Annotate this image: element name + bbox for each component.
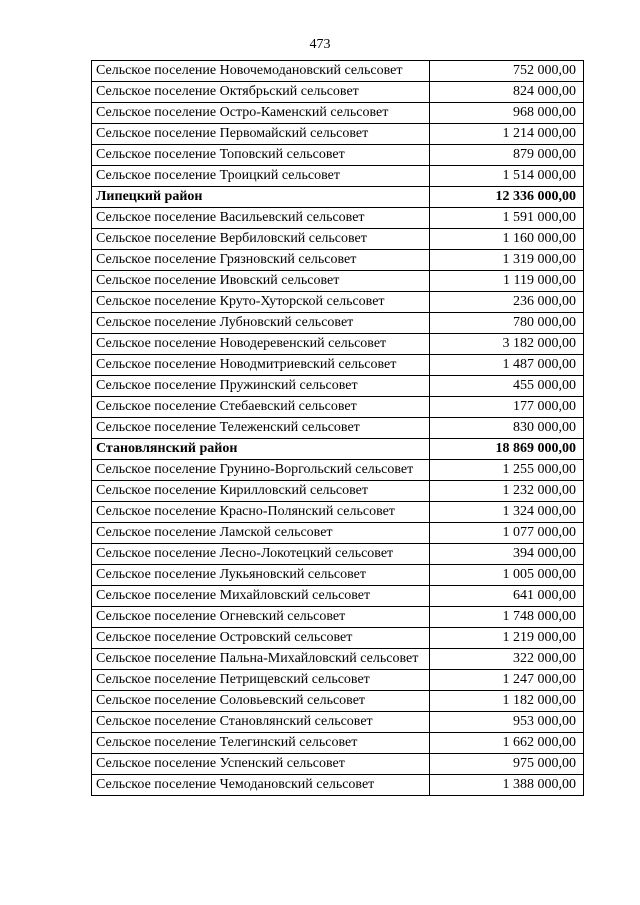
district-total-amount: 18 869 000,00 (430, 439, 584, 460)
amount-cell: 879 000,00 (430, 145, 584, 166)
amount-cell: 1 388 000,00 (430, 775, 584, 796)
amount-cell: 968 000,00 (430, 103, 584, 124)
settlement-name: Сельское поселение Круто-Хуторской сельсовет (92, 292, 430, 313)
table-row (92, 586, 584, 607)
settlement-name: Сельское поселение Кирилловский сельсовет (92, 481, 430, 502)
table-row (92, 250, 584, 271)
table-row (92, 103, 584, 124)
settlement-name: Сельское поселение Васильевский сельсовет (92, 208, 430, 229)
table-row (92, 460, 584, 481)
settlement-name: Сельское поселение Михайловский сельсовет (92, 586, 430, 607)
table-row (92, 124, 584, 145)
amount-cell: 824 000,00 (430, 82, 584, 103)
table-row (92, 544, 584, 565)
district-name: Липецкий район (92, 187, 430, 208)
settlement-name: Сельское поселение Огневский сельсовет (92, 607, 430, 628)
settlement-name: Сельское поселение Грунино-Воргольский сельсовет (92, 460, 430, 481)
settlement-name: Сельское поселение Топовский сельсовет (92, 145, 430, 166)
table-row (92, 670, 584, 691)
district-total-row (92, 187, 584, 208)
amount-cell: 1 514 000,00 (430, 166, 584, 187)
settlement-name: Сельское поселение Телегинский сельсовет (92, 733, 430, 754)
table-row (92, 145, 584, 166)
amount-cell: 1 247 000,00 (430, 670, 584, 691)
table-row (92, 523, 584, 544)
settlement-name: Сельское поселение Ламской сельсовет (92, 523, 430, 544)
amount-cell: 1 662 000,00 (430, 733, 584, 754)
amount-cell: 830 000,00 (430, 418, 584, 439)
settlement-name: Сельское поселение Красно-Полянский сельсовет (92, 502, 430, 523)
settlement-name: Сельское поселение Ивовский сельсовет (92, 271, 430, 292)
table-row (92, 208, 584, 229)
amount-cell: 1 324 000,00 (430, 502, 584, 523)
amount-cell: 322 000,00 (430, 649, 584, 670)
table-row (92, 565, 584, 586)
settlement-name: Сельское поселение Грязновский сельсовет (92, 250, 430, 271)
district-name: Становлянский район (92, 439, 430, 460)
settlement-name: Сельское поселение Лесно-Локотецкий сельсовет (92, 544, 430, 565)
amount-cell: 1 232 000,00 (430, 481, 584, 502)
settlement-name: Сельское поселение Становлянский сельсовет (92, 712, 430, 733)
table-row (92, 691, 584, 712)
amount-cell: 641 000,00 (430, 586, 584, 607)
table-row (92, 271, 584, 292)
amount-cell: 3 182 000,00 (430, 334, 584, 355)
district-total-amount: 12 336 000,00 (430, 187, 584, 208)
settlement-name: Сельское поселение Новодеревенский сельсовет (92, 334, 430, 355)
table-row (92, 292, 584, 313)
amount-cell: 752 000,00 (430, 61, 584, 82)
settlement-name: Сельское поселение Успенский сельсовет (92, 754, 430, 775)
amount-cell: 1 255 000,00 (430, 460, 584, 481)
settlement-name: Сельское поселение Пальна-Михайловский сельсовет (92, 649, 430, 670)
settlement-name: Сельское поселение Чемодановский сельсовет (92, 775, 430, 796)
amount-cell: 1 219 000,00 (430, 628, 584, 649)
table-row (92, 397, 584, 418)
amount-cell: 236 000,00 (430, 292, 584, 313)
table-row (92, 229, 584, 250)
settlement-name: Сельское поселение Новодмитриевский сельсовет (92, 355, 430, 376)
settlement-name: Сельское поселение Тележенский сельсовет (92, 418, 430, 439)
amount-cell: 1 748 000,00 (430, 607, 584, 628)
settlement-name: Сельское поселение Первомайский сельсовет (92, 124, 430, 145)
table-row (92, 481, 584, 502)
amount-cell: 1 487 000,00 (430, 355, 584, 376)
amount-cell: 177 000,00 (430, 397, 584, 418)
table-row (92, 502, 584, 523)
page-number: 473 (309, 37, 331, 52)
settlement-name: Сельское поселение Вербиловский сельсовет (92, 229, 430, 250)
table-row (92, 61, 584, 82)
amount-cell: 1 119 000,00 (430, 271, 584, 292)
settlement-name: Сельское поселение Стебаевский сельсовет (92, 397, 430, 418)
table-row (92, 649, 584, 670)
table-row (92, 166, 584, 187)
settlement-name: Сельское поселение Лукьяновский сельсовет (92, 565, 430, 586)
settlement-name: Сельское поселение Остро-Каменский сельсовет (92, 103, 430, 124)
amount-cell: 455 000,00 (430, 376, 584, 397)
table-row (92, 418, 584, 439)
settlement-name: Сельское поселение Петрищевский сельсовет (92, 670, 430, 691)
table-row (92, 712, 584, 733)
amount-cell: 1 319 000,00 (430, 250, 584, 271)
amount-cell: 975 000,00 (430, 754, 584, 775)
amount-cell: 780 000,00 (430, 313, 584, 334)
settlement-name: Сельское поселение Соловьевский сельсовет (92, 691, 430, 712)
district-total-row (92, 439, 584, 460)
settlement-name: Сельское поселение Пружинский сельсовет (92, 376, 430, 397)
table-row (92, 628, 584, 649)
allocation-table (91, 60, 584, 796)
table-row (92, 376, 584, 397)
table-row (92, 775, 584, 796)
amount-cell: 1 005 000,00 (430, 565, 584, 586)
amount-cell: 1 160 000,00 (430, 229, 584, 250)
settlement-name: Сельское поселение Лубновский сельсовет (92, 313, 430, 334)
table-row (92, 733, 584, 754)
amount-cell: 953 000,00 (430, 712, 584, 733)
settlement-name: Сельское поселение Островский сельсовет (92, 628, 430, 649)
table-row (92, 334, 584, 355)
amount-cell: 1 077 000,00 (430, 523, 584, 544)
table-row (92, 754, 584, 775)
table-body (92, 61, 584, 796)
table-row (92, 313, 584, 334)
settlement-name: Сельское поселение Троицкий сельсовет (92, 166, 430, 187)
table-row (92, 607, 584, 628)
amount-cell: 1 182 000,00 (430, 691, 584, 712)
amount-cell: 394 000,00 (430, 544, 584, 565)
table-row (92, 82, 584, 103)
table-row (92, 355, 584, 376)
settlement-name: Сельское поселение Октябрьский сельсовет (92, 82, 430, 103)
amount-cell: 1 214 000,00 (430, 124, 584, 145)
settlement-name: Сельское поселение Новочемодановский сельсовет (92, 61, 430, 82)
amount-cell: 1 591 000,00 (430, 208, 584, 229)
